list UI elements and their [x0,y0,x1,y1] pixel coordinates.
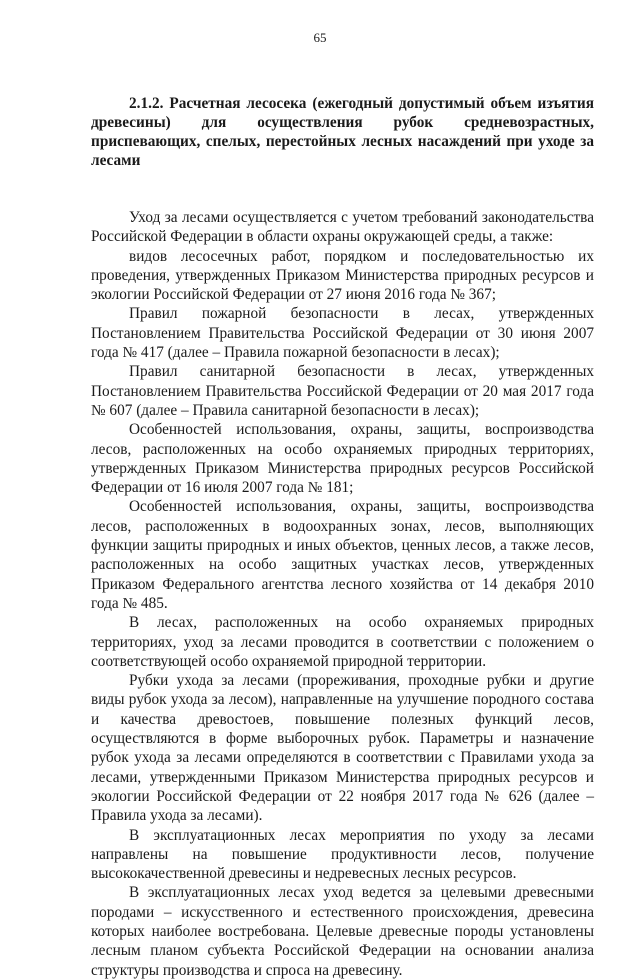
section-heading: 2.1.2. Расчетная лесосека (ежегодный допустимый объем изъятия древесины) для осуществления рубок средневозрастных, приспевающих, спелых, перестойных лесных насаждений при уходе за лесами [91,95,594,169]
paragraph: Правил санитарной безопасности в лесах, утвержденных Постановлением Правительства Российской Федерации от 20 мая 2017 года № 607 (далее – Правила санитарной безопасности в лесах); [91,363,594,419]
document-body [91,94,594,980]
paragraph: В лесах, расположенных на особо охраняемых природных территориях, уход за лесами проводится в соответствии с положением о соответствующей особо охраняемой природной территории. [91,614,594,670]
paragraph: Уход за лесами осуществляется с учетом требований законодательства Российской Федерации в области охраны окружающей среды, а также: [91,209,594,246]
paragraph: В эксплуатационных лесах мероприятия по уходу за лесами направлены на повышение продуктивности лесов, получение высококачественной древесины и недревесных лесных ресурсов. [91,826,594,883]
paragraph: Особенностей использования, охраны, защиты, воспроизводства лесов, расположенных на особо охраняемых природных территориях, утвержденных Приказом Министерства природных ресурсов Российской Федерации от 16 июля 2007 года № 181; [91,421,594,497]
paragraph: Рубки ухода за лесами (прореживания, проходные рубки и другие виды рубок ухода за лесом), направленные на улучшение породного состава и качества древостоев, повышение полезных функций лесов, осуществляются в форме выборочных рубок. Параметры и назначение рубок ухода за лесами определяются в соответствии с Правилами ухода за лесами, утвержденными Приказом Министерства природных ресурсов и экологии Российской Федерации от 22 ноября 2017 года № 626 (далее – Правила ухода за лесами). [91,672,594,825]
paragraph: Особенностей использования, охраны, защиты, воспроизводства лесов, расположенных в водоохранных зонах, лесов, выполняющих функции защиты природных и иных объектов, ценных лесов, а также лесов, расположенных на особо защитных участках лесов, утвержденных Приказом Федерального агентства лесного хозяйства от 14 декабря 2010 года № 485. [91,498,594,612]
paragraph: Правил пожарной безопасности в лесах, утвержденных Постановлением Правительства Российской Федерации от 30 июня 2007 года № 417 (далее – Правила пожарной безопасности в лесах); [91,305,594,362]
page-number: 65 [313,30,327,45]
paragraph: видов лесосечных работ, порядком и последовательностью их проведения, утвержденных Приказом Министерства природных ресурсов и экологии Российской Федерации от 27 июня 2016 года № 367; [91,247,594,304]
paragraph: В эксплуатационных лесах уход ведется за целевыми древесными породами – искусственного и естественного происхождения, древесина которых наиболее востребована. Целевые древесные породы установлены лесным планом субъекта Российской Федерации на основании анализа структуры производства и спроса на древесину. [91,884,594,979]
